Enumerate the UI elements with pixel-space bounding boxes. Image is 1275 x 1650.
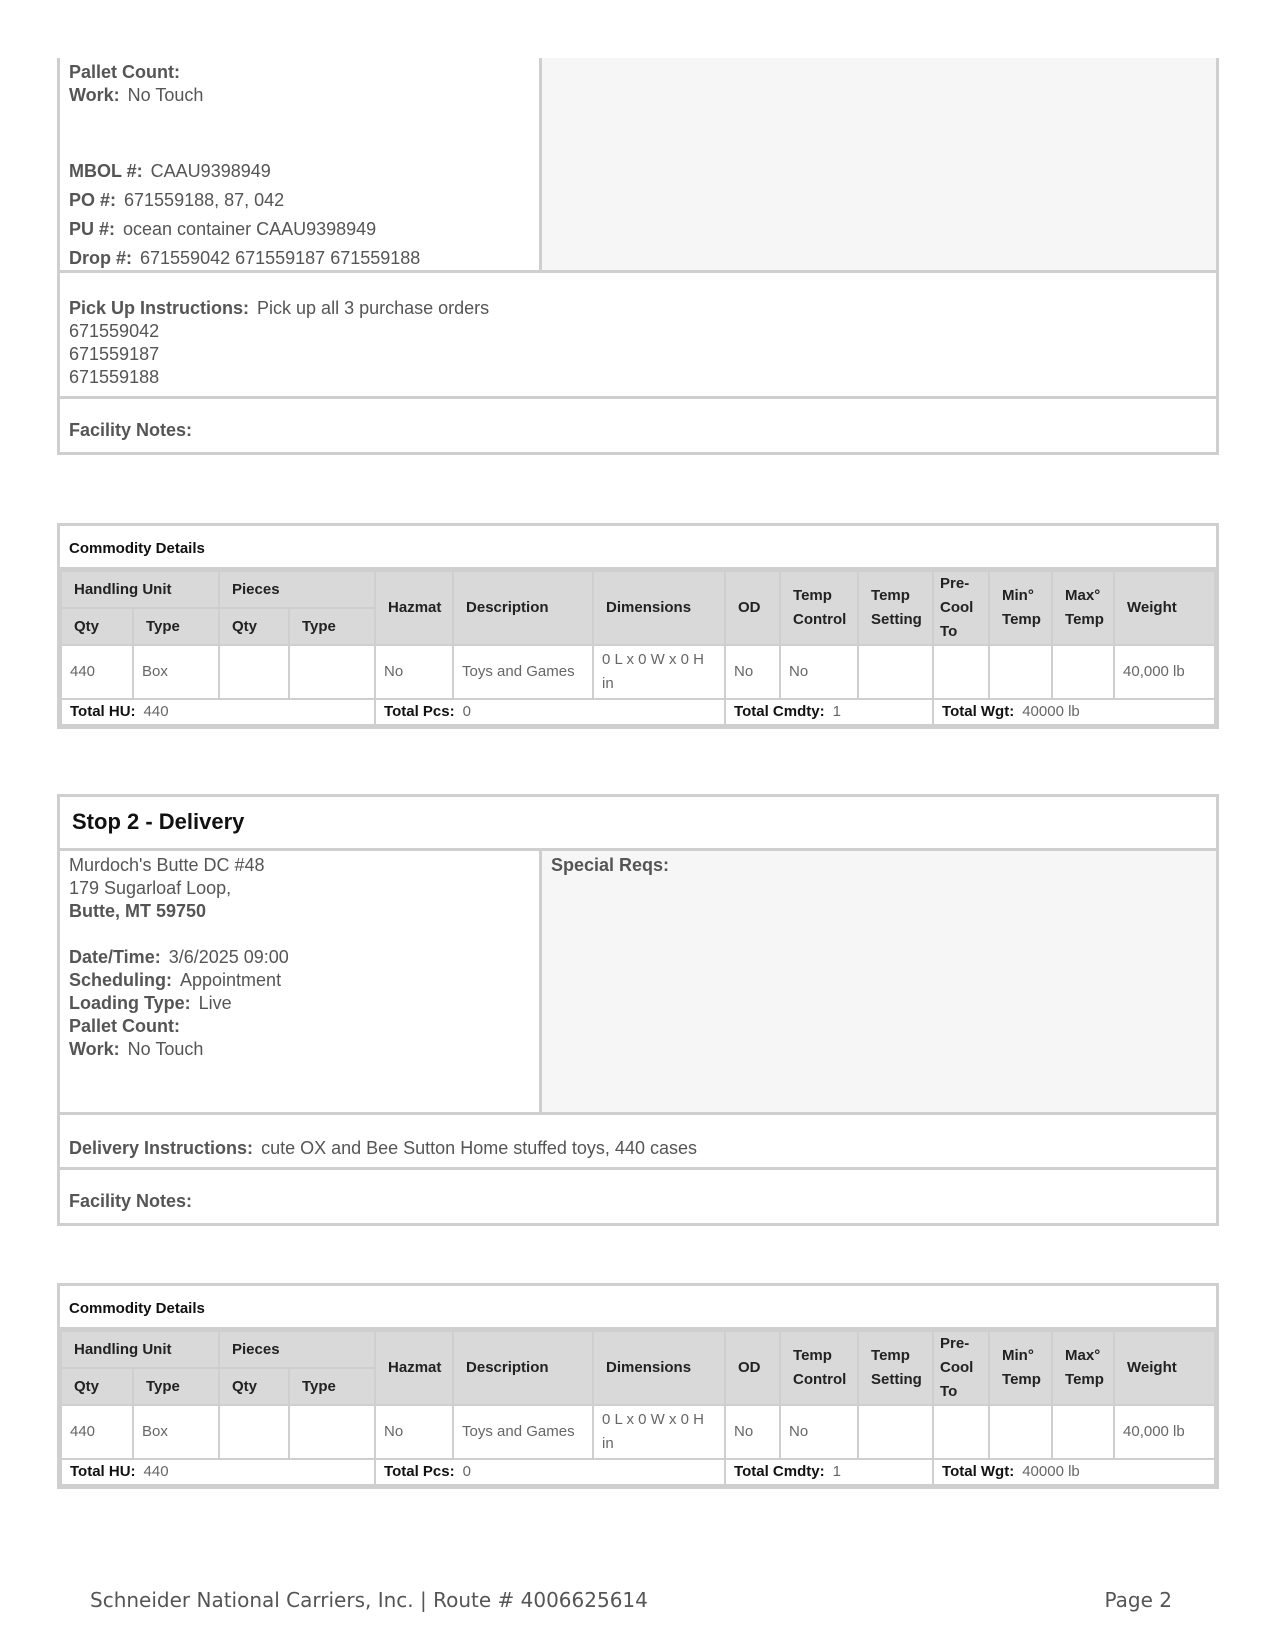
work-label: Work: [69, 85, 120, 105]
table-row [61, 1405, 1215, 1459]
max-temp-header: Max° Temp [1052, 1331, 1114, 1405]
pcs-qty-cell [219, 645, 289, 699]
pcs-type-header: Type [289, 608, 375, 645]
od-cell: No [725, 1405, 780, 1459]
table-row [61, 645, 1215, 699]
pcs-type-header: Type [289, 1368, 375, 1405]
min-temp-cell [989, 1405, 1052, 1459]
hu-qty-cell: 440 [61, 645, 133, 699]
pickup-instructions-value: Pick up all 3 purchase orders [257, 298, 490, 318]
stop1-details-box [57, 58, 1219, 455]
hu-type-cell: Box [133, 1405, 219, 1459]
loading-type-value: Live [198, 993, 232, 1013]
total-hu-label: Total HU: [70, 703, 136, 720]
pieces-header: Pieces [219, 571, 375, 608]
commodity-details-table-1 [57, 523, 1219, 729]
pallet-count-label: Pallet Count: [69, 62, 180, 82]
pre-cool-header: Pre-Cool To [933, 571, 989, 645]
hu-qty-cell: 440 [61, 1405, 133, 1459]
drop-value: 671559042 671559187 671559188 [140, 248, 421, 268]
temp-setting-cell [858, 645, 933, 699]
hu-type-cell: Box [133, 645, 219, 699]
facility-street: 179 Sugarloaf Loop, [69, 878, 232, 898]
special-reqs-label: Special Reqs: [551, 855, 670, 875]
min-temp-header: Min° Temp [989, 1331, 1052, 1405]
temp-control-cell: No [780, 1405, 858, 1459]
weight-cell: 40,000 lb [1114, 1405, 1215, 1459]
handling-unit-header: Handling Unit [61, 1331, 219, 1368]
hu-type-header: Type [133, 1368, 219, 1405]
dimensions-cell: 0 L x 0 W x 0 H in [593, 1405, 725, 1459]
temp-setting-header: Temp Setting [858, 571, 933, 645]
total-cmdty-label: Total Cmdty: [734, 1463, 825, 1480]
special-reqs-panel [542, 58, 1216, 270]
pcs-qty-header: Qty [219, 608, 289, 645]
handling-unit-header: Handling Unit [61, 571, 219, 608]
datetime-value: 3/6/2025 09:00 [168, 947, 289, 967]
total-pcs-label: Total Pcs: [384, 703, 455, 720]
od-cell: No [725, 645, 780, 699]
footer-company-route: Schneider National Carriers, Inc. | Route # 4006625614 [90, 1588, 648, 1612]
facility-city-state-zip: Butte, MT 59750 [69, 901, 207, 921]
commodity-details-title: Commodity Details [60, 526, 1216, 570]
pickup-instructions-label: Pick Up Instructions: [69, 298, 250, 318]
po-value: 671559188, 87, 042 [124, 190, 285, 210]
weight-header: Weight [1114, 1331, 1215, 1405]
mbol-label: MBOL #: [69, 161, 143, 181]
commodity-details-title: Commodity Details [60, 1286, 1216, 1330]
total-cmdty-value: 1 [832, 703, 841, 720]
weight-cell: 40,000 lb [1114, 645, 1215, 699]
instruction-line: 671559042 [69, 321, 160, 341]
description-header: Description [453, 1331, 593, 1405]
description-cell: Toys and Games [453, 1405, 593, 1459]
totals-row [61, 699, 1215, 725]
totals-row [61, 1459, 1215, 1485]
loading-type-label: Loading Type: [69, 993, 191, 1013]
total-hu-value: 440 [143, 703, 169, 720]
max-temp-cell [1052, 1405, 1114, 1459]
temp-control-header: Temp Control [780, 571, 858, 645]
mbol-value: CAAU9398949 [150, 161, 271, 181]
hazmat-cell: No [375, 645, 453, 699]
stop2-delivery-box [57, 794, 1219, 1226]
total-hu-value: 440 [143, 1463, 169, 1480]
pcs-type-cell [289, 645, 375, 699]
footer-page-number: Page 2 [1104, 1588, 1172, 1612]
hu-type-header: Type [133, 608, 219, 645]
pre-cool-cell [933, 1405, 989, 1459]
pcs-qty-cell [219, 1405, 289, 1459]
facility-notes-label: Facility Notes: [69, 420, 193, 440]
datetime-label: Date/Time: [69, 947, 161, 967]
total-cmdty-value: 1 [832, 1463, 841, 1480]
facility-notes-label: Facility Notes: [69, 1191, 193, 1211]
pallet-count-label: Pallet Count: [69, 1016, 180, 1036]
dimensions-cell: 0 L x 0 W x 0 H in [593, 645, 725, 699]
description-header: Description [453, 571, 593, 645]
pcs-type-cell [289, 1405, 375, 1459]
temp-setting-cell [858, 1405, 933, 1459]
scheduling-label: Scheduling: [69, 970, 172, 990]
hu-qty-header: Qty [61, 1368, 133, 1405]
facility-name: Murdoch's Butte DC #48 [69, 855, 265, 875]
work-label: Work: [69, 1039, 120, 1059]
total-wgt-label: Total Wgt: [942, 1463, 1015, 1480]
total-hu-label: Total HU: [70, 1463, 136, 1480]
scheduling-value: Appointment [180, 970, 282, 990]
pcs-qty-header: Qty [219, 1368, 289, 1405]
pu-label: PU #: [69, 219, 116, 239]
hazmat-cell: No [375, 1405, 453, 1459]
commodity-details-table-2 [57, 1283, 1219, 1489]
pu-value: ocean container CAAU9398949 [123, 219, 377, 239]
temp-setting-header: Temp Setting [858, 1331, 933, 1405]
dimensions-header: Dimensions [593, 1331, 725, 1405]
work-value: No Touch [127, 85, 204, 105]
temp-control-header: Temp Control [780, 1331, 858, 1405]
min-temp-cell [989, 645, 1052, 699]
total-pcs-value: 0 [462, 1463, 471, 1480]
hazmat-header: Hazmat [375, 1331, 453, 1405]
total-wgt-value: 40000 lb [1022, 703, 1080, 720]
total-wgt-value: 40000 lb [1022, 1463, 1080, 1480]
total-pcs-value: 0 [462, 703, 471, 720]
pre-cool-header: Pre-Cool To [933, 1331, 989, 1405]
total-wgt-label: Total Wgt: [942, 703, 1015, 720]
od-header: OD [725, 1331, 780, 1405]
instruction-line: 671559187 [69, 344, 160, 364]
po-label: PO #: [69, 190, 117, 210]
drop-label: Drop #: [69, 248, 132, 268]
description-cell: Toys and Games [453, 645, 593, 699]
od-header: OD [725, 571, 780, 645]
hu-qty-header: Qty [61, 608, 133, 645]
dimensions-header: Dimensions [593, 571, 725, 645]
total-pcs-label: Total Pcs: [384, 1463, 455, 1480]
weight-header: Weight [1114, 571, 1215, 645]
delivery-instructions-value: cute OX and Bee Sutton Home stuffed toys, 440 cases [261, 1138, 697, 1158]
max-temp-cell [1052, 645, 1114, 699]
instruction-line: 671559188 [69, 367, 160, 387]
delivery-instructions-label: Delivery Instructions: [69, 1138, 254, 1158]
max-temp-header: Max° Temp [1052, 571, 1114, 645]
work-value: No Touch [127, 1039, 204, 1059]
pieces-header: Pieces [219, 1331, 375, 1368]
temp-control-cell: No [780, 645, 858, 699]
min-temp-header: Min° Temp [989, 571, 1052, 645]
stop2-title: Stop 2 - Delivery [72, 809, 245, 834]
hazmat-header: Hazmat [375, 571, 453, 645]
pre-cool-cell [933, 645, 989, 699]
total-cmdty-label: Total Cmdty: [734, 703, 825, 720]
